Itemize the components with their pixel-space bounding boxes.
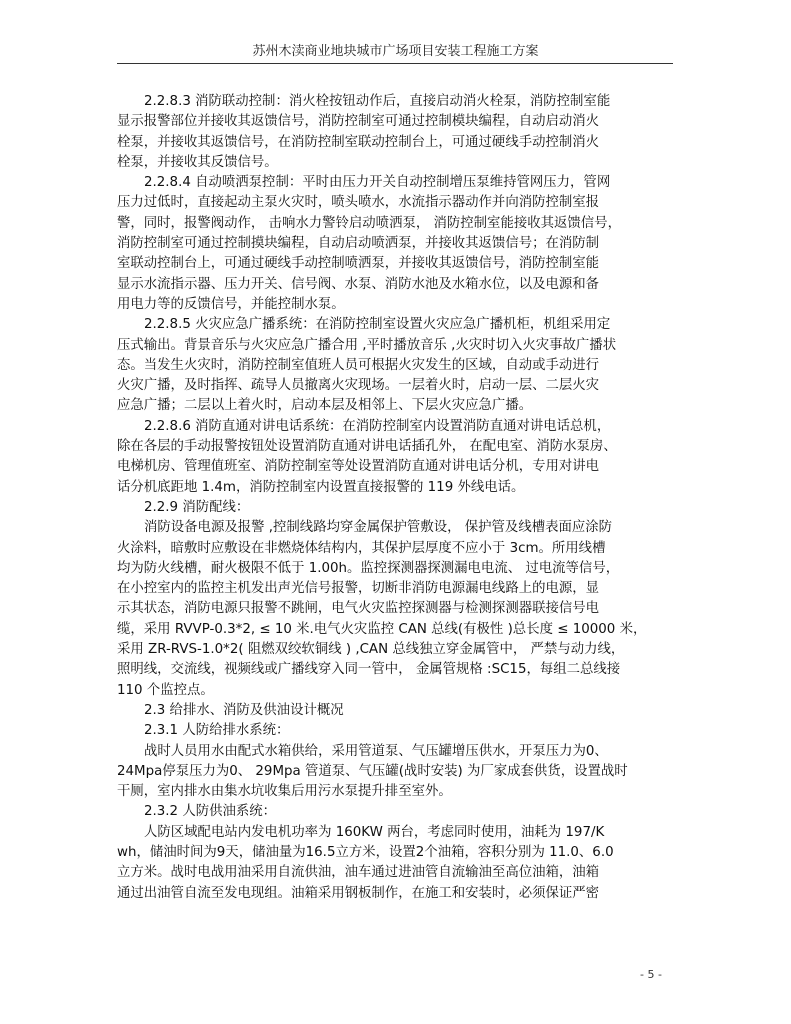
text-line: 压力过低时，直接起动主泵火灾时，喷头喷水，水流指示器动作并向消防控制室报	[117, 195, 600, 211]
text-line: 显示水流指示器、压力开关、信号阀、水泵、消防水池及水箱水位，以及电源和备	[117, 276, 600, 292]
text-line: 消防设备电源及报警 ,控制线路均穿金属保护管敷设， 保护管及线槽表面应涂防	[144, 520, 613, 536]
text-line: 2.2.8.5 火灾应急广播系统：在消防控制室设置火灾应急广播机柜，机组采用定	[144, 317, 611, 333]
text-line: 电梯机房、管理值班室、消防控制室等处设置消防直通对讲电话分机，专用对讲电	[117, 459, 600, 475]
text-line: 2.3 给排水、消防及供油设计概况	[144, 702, 344, 718]
text-line: 2.2.8.3 消防联动控制：消火栓按钮动作后，直接启动消火栓泵，消防控制室能	[144, 94, 611, 109]
text-line: 照明线，交流线，视频线或广播线穿入同一管中， 金属管规格 :SC15，每组二总线接	[117, 662, 621, 678]
header-divider	[117, 63, 673, 64]
text-line: 通过出油管自流至发电现组。油箱采用钢板制作，在施工和安装时，必须保证严密	[117, 885, 600, 901]
text-line: wh，储油时间为9天，储油量为16.5立方米，设置2个油箱，容积分别为 11.0、6.0	[117, 844, 614, 860]
text-line: 采用 ZR-RVS-1.0*2( 阻燃双绞软铜线 ) ,CAN 总线独立穿金属管中， 严禁与动力线，	[117, 642, 625, 658]
text-line: 消防控制室可通过控制摸块编程，自动启动喷洒泵，并接收其返馈信号；在消防制	[117, 236, 600, 252]
text-line: 用电力等的反馈信号，并能控制水泵。	[117, 296, 345, 312]
text-line: 话分机底距地 1.4m，消防控制室内设置直接报警的 119 外线电话。	[117, 479, 525, 495]
text-line: 2.2.8.6 消防直通对讲电话系统：在消防控制室内设置消防直通对讲电话总机，	[144, 418, 611, 434]
text-line: 人防区域配电站内发电机功率为 160KW 两台，考虑同时使用，油耗为 197/K	[144, 824, 605, 840]
text-line: 在小控室内的监控主机发出声光信号报警，切断非消防电源漏电线路上的电源，显	[117, 581, 600, 597]
text-line: 2.3.1 人防给排水系统：	[144, 723, 290, 739]
text-line: 2.2.9 消防配线：	[144, 499, 250, 515]
text-line: 栓泵，并接收其返馈信号，在消防控制室联动控制台上，可通过硬线手动控制消火	[117, 134, 600, 150]
text-line: 干厕，室内排水由集水坑收集后用污水泵提升排至室外。	[117, 784, 452, 800]
page-header-title: 苏州木渎商业地块城市广场项目安装工程施工方案	[252, 44, 539, 59]
text-line: 除在各层的手动报警按钮处设置消防直通对讲电话插孔外， 在配电室、消防水泵房、	[117, 439, 617, 455]
text-line: 压式输出。背景音乐与火灾应急广播合用 ,平时播放音乐 ,火灾时切入火灾事故广播状	[117, 337, 617, 353]
page-number: - 5 -	[640, 968, 662, 981]
text-line: 2.3.2 人防供油系统：	[144, 804, 277, 820]
text-line: 缆，采用 RVVP-0.3*2, ≤ 10 米.电气火灾监控 CAN 总线(有极性 )总长度 ≤ 10000 米，	[117, 621, 647, 637]
text-line: 警，同时，报警阀动作， 击响水力警铃启动喷洒泵， 消防控制室能接收其返馈信号，	[117, 215, 621, 231]
text-line: 应急广播；二层以上着火时，启动本层及相邻上、下层火灾应急广播。	[117, 398, 533, 414]
text-line: 栓泵，并接收其反馈信号。	[117, 154, 278, 170]
text-line: 均为防火线槽，耐火极限不低于 1.00h。监控探测器探测漏电电流、 过电流等信号，	[117, 560, 620, 576]
text-line: 示其状态，消防电源只报警不跳闸，电气火灾监控探测器与检测探测器联接信号电	[117, 601, 600, 617]
text-line: 立方米。战时电战用油采用自流供油，油车通过进油管自流输油至高位油箱，油箱	[117, 865, 600, 881]
text-line: 24Mpa停泵压力为0、 29Mpa 管道泵、气压罐(战时安装) 为厂家成套供货，设置战时	[117, 763, 628, 779]
text-line: 室联动控制台上，可通过硬线手动控制喷洒泵，并接收其返馈信号，消防控制室能	[117, 256, 600, 272]
document-body	[117, 92, 673, 904]
text-line: 态。当发生火灾时，消防控制室值班人员可根据火灾发生的区域，自动或手动进行	[117, 357, 600, 373]
text-line: 战时人员用水由配式水箱供给，采用管道泵、气压罐增压供水，开泵压力为0、	[144, 743, 608, 759]
text-line: 110 个监控点。	[117, 682, 214, 698]
text-line: 火涂料，暗敷时应敷设在非燃烧体结构内，其保护层厚度不应小于 3cm。所用线槽	[117, 540, 606, 556]
text-line: 2.2.8.4 自动喷洒泵控制：平时由压力开关自动控制增压泵维持管网压力，管网	[144, 175, 611, 191]
text-line: 显示报警部位并接收其返馈信号，消防控制室可通过控制模块编程，自动启动消火	[117, 114, 600, 130]
text-line: 火灾广播，及时指挥、疏导人员撤离火灾现场。一层着火时，启动一层、二层火灾	[117, 378, 600, 394]
